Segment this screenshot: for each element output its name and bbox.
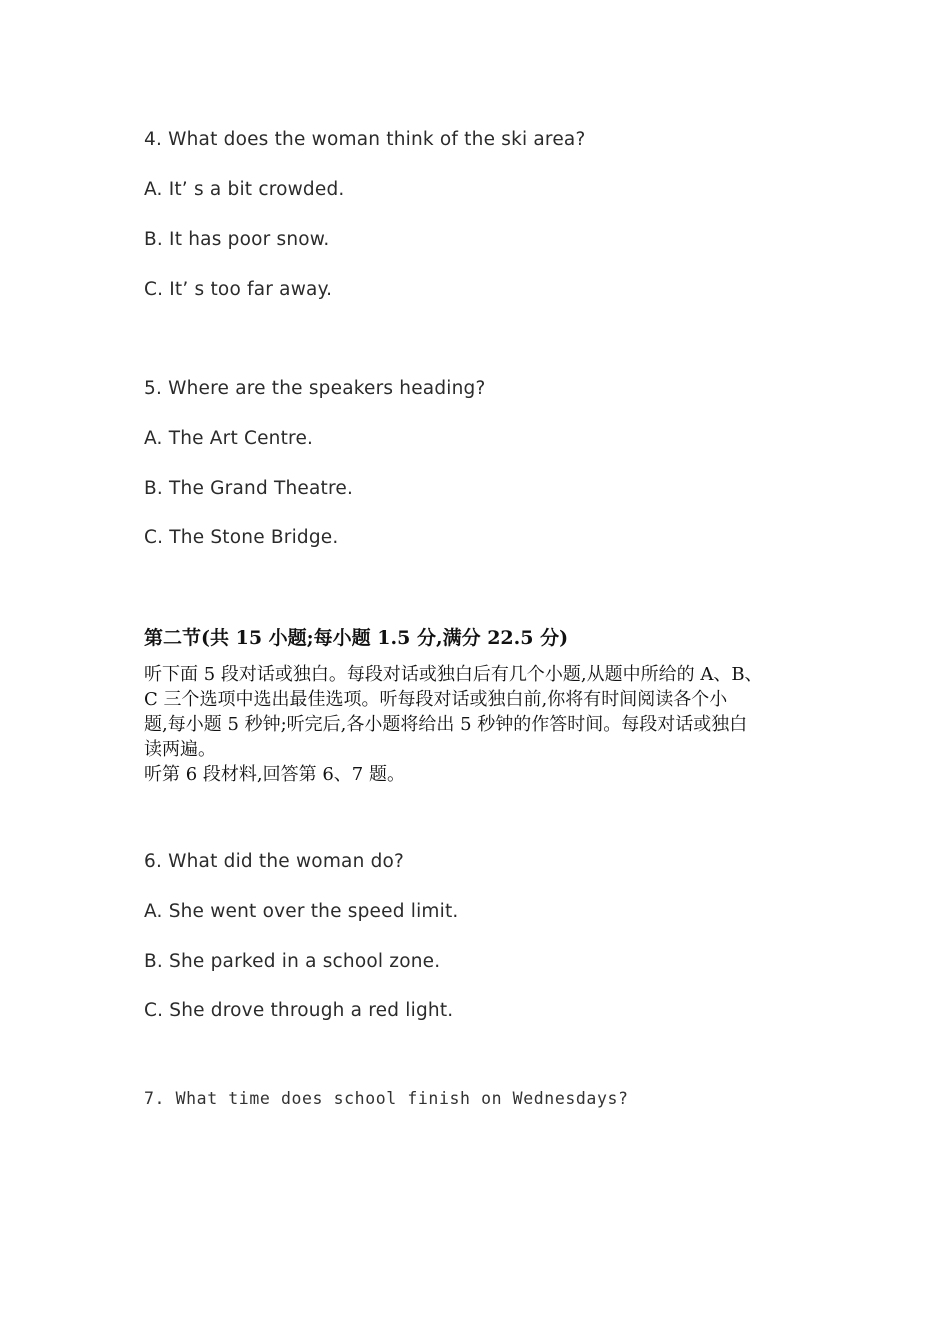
q6-option-b: B. She parked in a school zone. (144, 951, 441, 972)
question-7: 7. What time does school finish on Wednesdays? (144, 1089, 629, 1108)
q6-option-a: A. She went over the speed limit. (144, 901, 459, 922)
q5-option-b: B. The Grand Theatre. (144, 478, 354, 499)
instructions-line-2: C 三个选项中选出最佳选项。听每段对话或独白前,你将有时间阅读各个小 (144, 689, 728, 710)
instructions-line-1: 听下面 5 段对话或独白。每段对话或独白后有几个小题,从题中所给的 A、B、 (144, 664, 763, 685)
q4-option-a: A. It’ s a bit crowded. (144, 179, 345, 200)
instructions-line-4: 读两遍。 (144, 739, 216, 760)
q4-option-c: C. It’ s too far away. (144, 279, 333, 300)
instructions-line-3: 题,每小题 5 秒钟;听完后,各小题将给出 5 秒钟的作答时间。每段对话或独白 (144, 714, 748, 735)
question-5: 5. Where are the speakers heading? (144, 378, 486, 399)
question-6: 6. What did the woman do? (144, 851, 405, 872)
section-heading: 第二节(共 15 小题;每小题 1.5 分,满分 22.5 分) (144, 627, 569, 649)
q5-option-c: C. The Stone Bridge. (144, 527, 339, 548)
material-note: 听第 6 段材料,回答第 6、7 题。 (144, 764, 405, 785)
q6-option-c: C. She drove through a red light. (144, 1000, 454, 1021)
question-4: 4. What does the woman think of the ski area? (144, 129, 586, 150)
q4-option-b: B. It has poor snow. (144, 229, 330, 250)
q5-option-a: A. The Art Centre. (144, 428, 314, 449)
